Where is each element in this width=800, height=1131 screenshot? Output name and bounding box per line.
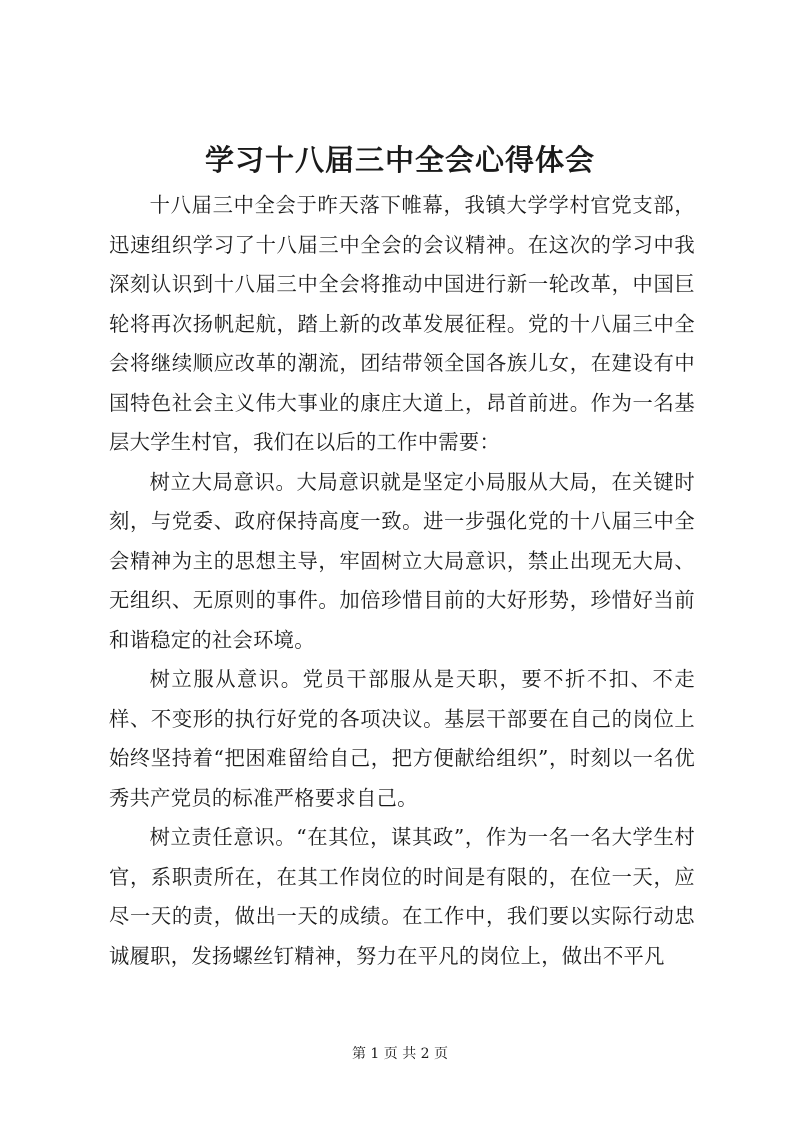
page-footer: 第 1 页 共 2 页: [351, 1046, 449, 1062]
document-title: 学习十八届三中全会心得体会: [204, 143, 595, 177]
paragraph-responsibility-awareness: 树立责任意识。“在其位，谋其政”，作为一名一名大学生村官，系职责所在，在其工作岗位的时间是有限的，在位一天，应尽一天的责，做出一天的成绩。在工作中，我们要以实际行动忠诚履职，发扬螺丝钉精神，努力在平凡的岗位上，做出不平凡: [109, 825, 695, 968]
paragraph-overall-awareness: 树立大局意识。大局意识就是坚定小局服从大局，在关键时刻，与党委、政府保持高度一致。进一步强化党的十八届三中全会精神为主的思想主导，牢固树立大局意识，禁止出现无大局、无组织、无原则的事件。加倍珍惜目前的大好形势，珍惜好当前和谐稳定的社会环境。: [109, 469, 695, 652]
paragraph-intro: 十八届三中全会于昨天落下帷幕，我镇大学学村官党支部，迅速组织学习了十八届三中全会的会议精神。在这次的学习中我深刻认识到十八届三中全会将推动中国进行新一轮改革，中国巨轮将再次扬帆起航，踏上新的改革发展征程。党的十八届三中全会将继续顺应改革的潮流，团结带领全国各族儿女，在建设有中国特色社会主义伟大事业的康庄大道上，昂首前进。作为一名基层大学生村官，我们在以后的工作中需要：: [109, 193, 695, 454]
document-body: [109, 186, 695, 976]
paragraph-obedience-awareness: 树立服从意识。党员干部服从是天职，要不折不扣、不走样、不变形的执行好党的各项决议。基层干部要在自己的岗位上始终坚持着“把困难留给自己，把方便献给组织”，时刻以一名优秀共产党员的标准严格要求自己。: [109, 667, 695, 810]
